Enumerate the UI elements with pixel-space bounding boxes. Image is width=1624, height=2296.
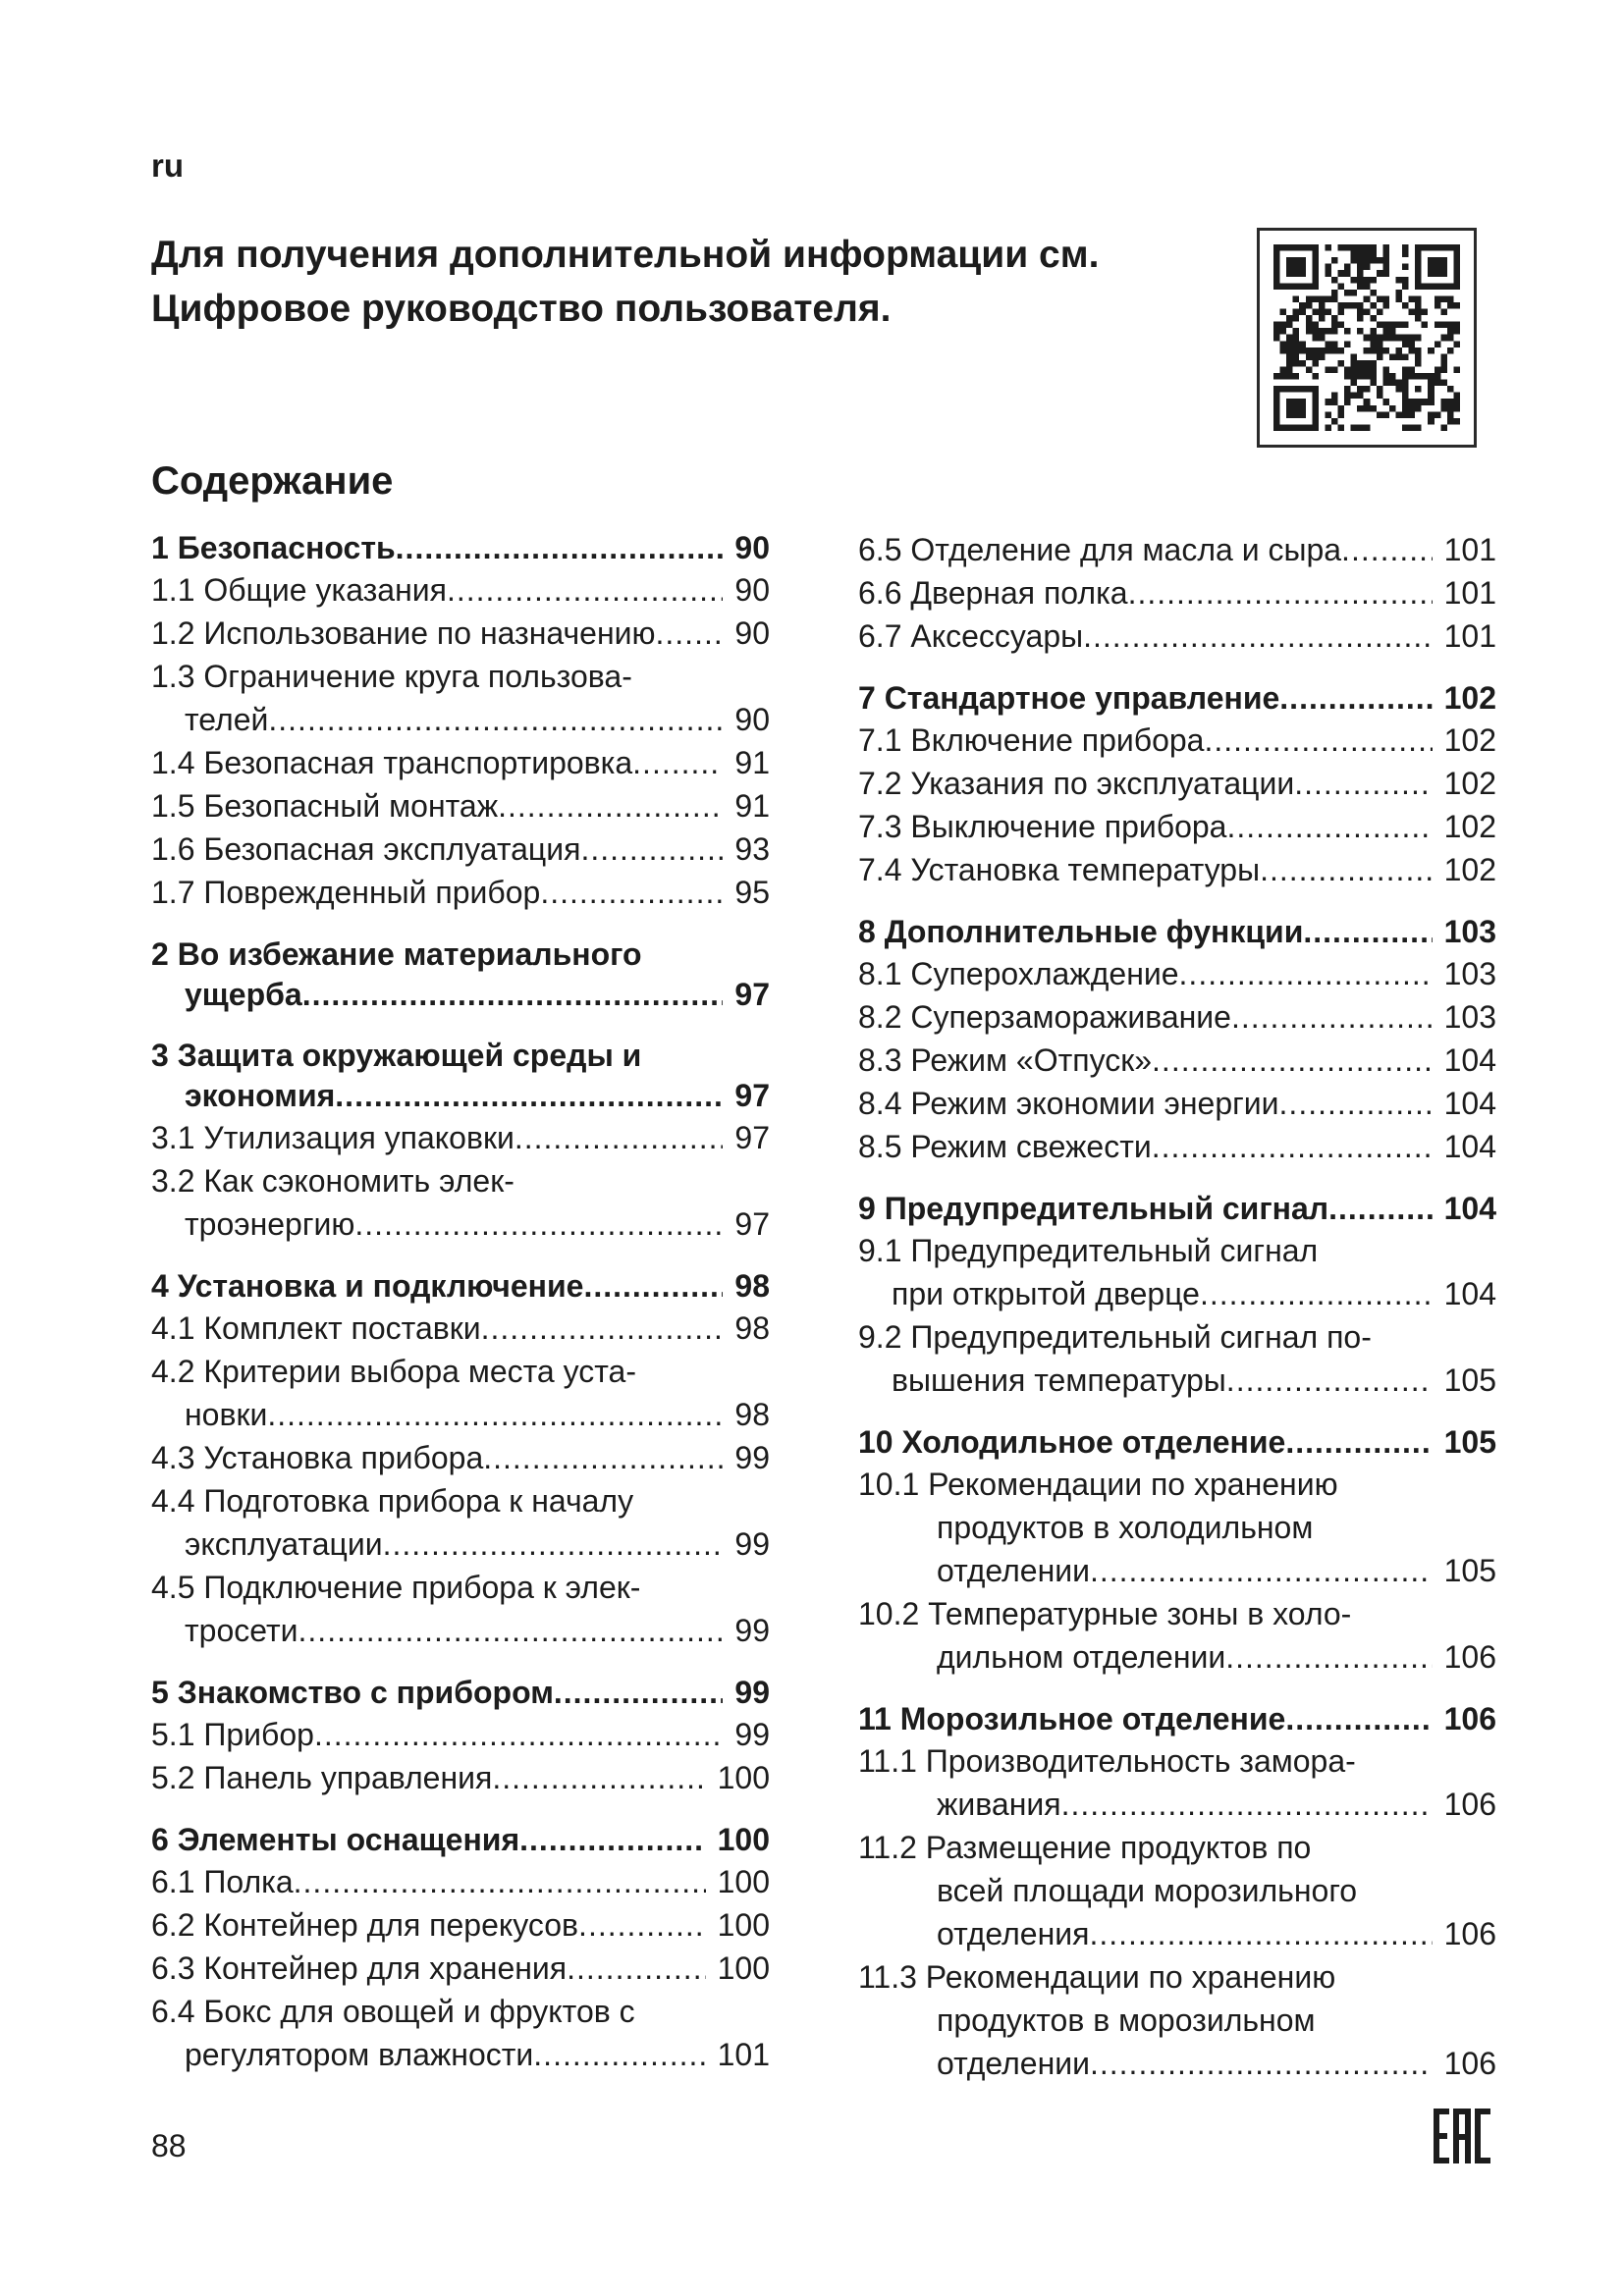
toc-entry-text: 1.3 Ограничение круга пользова- [151, 659, 632, 694]
intro-text [151, 228, 1212, 336]
toc-entry-line [151, 1202, 770, 1246]
dot-leader [447, 568, 723, 612]
toc-entry-page: 95 [734, 875, 770, 910]
toc-heading-line [151, 528, 770, 568]
dot-leader [1083, 614, 1433, 658]
toc-entry-text-cont: продуктов в морозильном [937, 2002, 1316, 2038]
dot-leader [1226, 805, 1432, 848]
toc-entry [151, 828, 770, 871]
toc-heading-text: 9 Предупредительный сигнал [858, 1191, 1329, 1226]
toc-entry-page: 100 [717, 1864, 770, 1899]
toc-entry [858, 1955, 1496, 2085]
toc-entry-line [151, 1116, 770, 1159]
toc-entry-line [858, 952, 1496, 995]
dot-leader [632, 741, 723, 784]
toc-entry-line [858, 762, 1496, 805]
toc-entry-line [151, 1947, 770, 1990]
toc-entry-text: 1.7 Поврежденный прибор [151, 875, 541, 910]
toc-heading-text: 11 Морозильное отделение [858, 1701, 1286, 1736]
toc-entry [858, 1592, 1496, 1679]
toc-entry [858, 1125, 1496, 1168]
toc-entry-line [151, 1756, 770, 1799]
toc-entry-text: 7.3 Выключение прибора [858, 809, 1227, 844]
toc-heading-page: 103 [1443, 914, 1496, 949]
toc-entry-page: 90 [734, 702, 770, 737]
toc-left-column [151, 528, 770, 2097]
toc-section [151, 1820, 770, 2076]
dot-leader [1341, 528, 1433, 571]
toc-entry [151, 655, 770, 741]
toc-entry-page: 104 [1443, 1086, 1496, 1121]
toc-entry-text: 1.4 Безопасная транспортировка [151, 745, 633, 780]
toc-entry-text: 1.2 Использование по назначению [151, 615, 656, 651]
dot-leader [1279, 1082, 1433, 1125]
toc-entry-text: 9.2 Предупредительный сигнал по- [858, 1319, 1372, 1355]
toc-section [151, 1266, 770, 1652]
intro-line-1: Для получения дополнительной информации см. [151, 234, 1100, 276]
toc-entry-text: при открытой дверце [892, 1276, 1200, 1311]
toc-entry-line [151, 784, 770, 828]
dot-leader [1285, 1422, 1432, 1463]
toc-entry-text: 5.1 Прибор [151, 1717, 314, 1752]
toc-entry-line [151, 612, 770, 655]
dot-leader [1303, 912, 1432, 952]
toc-entry-text: 9.1 Предупредительный сигнал [858, 1233, 1319, 1268]
toc-title: Содержание [151, 459, 394, 503]
toc-entry-line [151, 1436, 770, 1479]
dot-leader [578, 1903, 706, 1947]
toc-entry-text: 11.2 Размещение продуктов по [858, 1830, 1312, 1865]
toc-entry-line [151, 828, 770, 871]
toc-entry-text: дильном отделении [937, 1639, 1226, 1675]
toc-entry-line [858, 528, 1496, 571]
toc-entry [858, 1826, 1496, 1955]
dot-leader [1226, 1359, 1433, 1402]
toc-entry-text: 1.6 Безопасная эксплуатация [151, 831, 581, 867]
toc-entry [858, 1463, 1496, 1592]
dot-leader [396, 528, 724, 568]
toc-entry [151, 741, 770, 784]
toc-entry-text: 4.5 Подключение прибора к элек- [151, 1570, 641, 1605]
toc-entry-page: 106 [1443, 1787, 1496, 1822]
toc-entry-line [858, 1783, 1496, 1826]
toc-entry [151, 1947, 770, 1990]
dot-leader [314, 1713, 723, 1756]
toc-heading-text: экономия [185, 1078, 336, 1113]
toc-section-heading [858, 1189, 1496, 1229]
toc-section [858, 1699, 1496, 2085]
dot-leader [1089, 1912, 1432, 1955]
toc-heading-text: 2 Во избежание материального [151, 936, 642, 972]
toc-heading-page: 99 [734, 1675, 770, 1710]
toc-heading-page: 97 [734, 1078, 770, 1113]
toc-entry [151, 1756, 770, 1799]
toc-heading-page: 98 [734, 1268, 770, 1304]
toc-entry-line [858, 614, 1496, 658]
toc-entry-text: 6.2 Контейнер для перекусов [151, 1907, 579, 1943]
toc-entry-page: 105 [1443, 1553, 1496, 1588]
toc-entry-text: 8.5 Режим свежести [858, 1129, 1152, 1164]
toc-entry [858, 1229, 1496, 1315]
toc-entry-page: 100 [717, 1760, 770, 1795]
toc-entry [858, 848, 1496, 891]
toc-heading-line [151, 975, 770, 1015]
toc-entry-text: отделении [937, 1553, 1090, 1588]
toc-entry-text: тросети [185, 1613, 298, 1648]
toc-entry-line [151, 2033, 770, 2076]
toc-section-heading [858, 1699, 1496, 1739]
toc-heading-text: 7 Стандартное управление [858, 680, 1280, 716]
toc-entry-page: 102 [1443, 722, 1496, 758]
toc-entry-page: 98 [734, 1310, 770, 1346]
toc-heading-page: 104 [1443, 1191, 1496, 1226]
toc-entry-line [858, 1039, 1496, 1082]
toc-entry-text: живания [937, 1787, 1061, 1822]
toc-entry-page: 105 [1443, 1362, 1496, 1398]
toc-entry-text: 10.1 Рекомендации по хранению [858, 1467, 1338, 1502]
toc-entry [858, 952, 1496, 995]
toc-entry-line [151, 1307, 770, 1350]
toc-entry-page: 101 [1443, 618, 1496, 654]
toc-entry-line [151, 1609, 770, 1652]
toc-entry-line [858, 1912, 1496, 1955]
toc-entry-line [151, 1860, 770, 1903]
toc-heading-page: 106 [1443, 1701, 1496, 1736]
toc-section-heading [151, 1820, 770, 1860]
language-code: ru [151, 147, 184, 184]
dot-leader [583, 1266, 723, 1307]
toc-entry-page: 99 [734, 1717, 770, 1752]
toc-entry-page: 103 [1443, 999, 1496, 1035]
toc-entry-text: 8.1 Суперохлаждение [858, 956, 1179, 991]
toc-entry [858, 614, 1496, 658]
toc-entry [151, 1713, 770, 1756]
toc-entry-page: 102 [1443, 766, 1496, 801]
toc-entry-text: отделении [937, 2046, 1090, 2081]
dot-leader [298, 1609, 724, 1652]
toc-section [858, 528, 1496, 658]
toc-entry-text: 3.2 Как сэкономить элек- [151, 1163, 514, 1199]
qr-code-graphic [1273, 244, 1460, 431]
dot-leader [1128, 571, 1433, 614]
toc-entry-text: новки [185, 1397, 268, 1432]
toc-section [858, 1422, 1496, 1679]
toc-entry-text: 10.2 Температурные зоны в холо- [858, 1596, 1352, 1631]
dot-leader [1294, 762, 1432, 805]
toc-section-heading [858, 1422, 1496, 1463]
toc-entry-line [151, 698, 770, 741]
toc-entry [858, 571, 1496, 614]
dot-leader [1090, 1549, 1433, 1592]
toc-entry-text: 1.5 Безопасный монтаж [151, 788, 499, 824]
dot-leader [540, 871, 723, 914]
toc-entry [858, 1739, 1496, 1826]
dot-leader [383, 1522, 724, 1566]
toc-entry-text: 4.4 Подготовка прибора к началу [151, 1483, 634, 1519]
dot-leader [1260, 848, 1433, 891]
dot-leader [656, 612, 724, 655]
toc-entry-line [858, 1359, 1496, 1402]
toc-entry-page: 100 [717, 1950, 770, 1986]
toc-heading-text: 10 Холодильное отделение [858, 1424, 1286, 1460]
toc-heading-text: 6 Элементы оснащения [151, 1822, 520, 1857]
toc-entry-text: 3.1 Утилизация упаковки [151, 1120, 514, 1155]
toc-entry-page: 90 [734, 615, 770, 651]
toc-section-heading [858, 912, 1496, 952]
toc-entry-line [858, 2042, 1496, 2085]
toc-entry-text: 4.1 Комплект поставки [151, 1310, 481, 1346]
toc-entry [151, 1116, 770, 1159]
toc-entry-text: телей [185, 702, 269, 737]
toc-entry-text: 1.1 Общие указания [151, 572, 447, 608]
toc-entry-line [858, 571, 1496, 614]
toc-entry-page: 103 [1443, 956, 1496, 991]
toc-entry-page: 99 [734, 1613, 770, 1648]
dot-leader [554, 1673, 724, 1713]
toc-heading-line [858, 1422, 1496, 1463]
dot-leader [514, 1116, 724, 1159]
toc-entry-line [151, 1903, 770, 1947]
toc-heading-line [858, 912, 1496, 952]
toc-entry-page: 104 [1443, 1042, 1496, 1078]
toc-section-heading [151, 528, 770, 568]
toc-entry-page: 101 [717, 2037, 770, 2072]
toc-entry-page: 100 [717, 1907, 770, 1943]
toc-entry-line [858, 1549, 1496, 1592]
dot-leader [1200, 1272, 1433, 1315]
dot-leader [481, 1307, 724, 1350]
toc-heading-text: 1 Безопасность [151, 530, 396, 565]
toc-entry-line [858, 1635, 1496, 1679]
toc-entry [151, 1159, 770, 1246]
toc-entry-page: 106 [1443, 1916, 1496, 1951]
toc-entry-page: 93 [734, 831, 770, 867]
toc-heading-page: 105 [1443, 1424, 1496, 1460]
intro-line-2: Цифровое руководство пользователя. [151, 288, 892, 330]
toc-entry-line [151, 568, 770, 612]
toc-entry-text: вышения температуры [892, 1362, 1226, 1398]
toc-entry-line [858, 848, 1496, 891]
toc-heading-line [151, 1820, 770, 1860]
toc-entry-page: 91 [734, 745, 770, 780]
toc-entry-text: эксплуатации [185, 1526, 383, 1562]
toc-entry [151, 612, 770, 655]
toc-heading-page: 100 [717, 1822, 770, 1857]
toc-heading-line [858, 1699, 1496, 1739]
toc-entry [151, 784, 770, 828]
toc-entry-text: регулятором влажности [185, 2037, 534, 2072]
toc-entry-line [151, 1713, 770, 1756]
dot-leader [1225, 1635, 1432, 1679]
qr-code-icon [1257, 228, 1477, 448]
toc-entry-page: 91 [734, 788, 770, 824]
toc-heading-page: 102 [1443, 680, 1496, 716]
toc-entry-text: 11.3 Рекомендации по хранению [858, 1959, 1336, 1995]
toc-heading-text: 5 Знакомство с прибором [151, 1675, 554, 1710]
toc-section [858, 1189, 1496, 1402]
toc-entry [858, 995, 1496, 1039]
toc-entry-text: 7.2 Указания по эксплуатации [858, 766, 1295, 801]
toc-heading-page: 90 [734, 530, 770, 565]
toc-section-heading [858, 678, 1496, 719]
toc-entry-page: 102 [1443, 809, 1496, 844]
toc-entry-line [151, 871, 770, 914]
toc-entry [151, 1990, 770, 2076]
toc-right-column [858, 528, 1496, 2106]
toc-entry [151, 1479, 770, 1566]
toc-entry-line [858, 995, 1496, 1039]
toc-heading-page: 97 [734, 977, 770, 1012]
toc-entry [151, 1436, 770, 1479]
toc-entry-text-cont: всей площади морозильного [937, 1873, 1358, 1908]
toc-heading-text: 3 Защита окружающей среды и [151, 1038, 642, 1073]
toc-entry [151, 1566, 770, 1652]
toc-section [151, 528, 770, 914]
dot-leader [1090, 2042, 1433, 2085]
toc-entry-page: 99 [734, 1526, 770, 1562]
toc-entry-line [151, 1522, 770, 1566]
toc-entry-text: 4.3 Установка прибора [151, 1440, 484, 1475]
toc-entry-text: 7.4 Установка температуры [858, 852, 1261, 887]
toc-entry [151, 1860, 770, 1903]
toc-entry-page: 101 [1443, 532, 1496, 567]
toc-section [151, 1673, 770, 1799]
toc-entry-text: 4.2 Критерии выбора места уста- [151, 1354, 636, 1389]
toc-section [151, 934, 770, 1015]
toc-entry-text: отделения [937, 1916, 1090, 1951]
dot-leader [483, 1436, 723, 1479]
toc-entry-page: 104 [1443, 1276, 1496, 1311]
dot-leader [567, 1947, 706, 1990]
toc-entry-page: 101 [1443, 575, 1496, 611]
toc-entry [151, 1903, 770, 1947]
dot-leader [1279, 678, 1432, 719]
toc-heading-text: 4 Установка и подключение [151, 1268, 584, 1304]
toc-entry-text: 6.4 Бокс для овощей и фруктов с [151, 1994, 635, 2029]
toc-entry-line [151, 1393, 770, 1436]
toc-heading-line [858, 1189, 1496, 1229]
toc-entry [858, 719, 1496, 762]
toc-section [858, 912, 1496, 1168]
toc-entry-line [858, 719, 1496, 762]
page-number: 88 [151, 2128, 187, 2163]
toc-entry-text: 6.3 Контейнер для хранения [151, 1950, 568, 1986]
toc-entry-line [858, 1272, 1496, 1315]
dot-leader [1152, 1125, 1433, 1168]
dot-leader [492, 1756, 705, 1799]
dot-leader [268, 698, 723, 741]
toc-heading-line [151, 1076, 770, 1116]
toc-heading-text: 8 Дополнительные функции [858, 914, 1304, 949]
toc-entry-text: 6.5 Отделение для масла и сыра [858, 532, 1342, 567]
toc-entry-page: 97 [734, 1206, 770, 1242]
toc-entry [858, 528, 1496, 571]
toc-entry [858, 1315, 1496, 1402]
toc-entry-text: 8.2 Суперзамораживание [858, 999, 1231, 1035]
toc-entry-page: 106 [1443, 1639, 1496, 1675]
toc-entry-page: 102 [1443, 852, 1496, 887]
toc-entry [858, 762, 1496, 805]
toc-entry-text: 5.2 Панель управления [151, 1760, 493, 1795]
dot-leader [580, 828, 723, 871]
toc-entry-text: троэнергию [185, 1206, 355, 1242]
dot-leader [1179, 952, 1433, 995]
toc-entry [151, 568, 770, 612]
dot-leader [533, 2033, 705, 2076]
dot-leader [519, 1820, 705, 1860]
toc-entry-line [151, 741, 770, 784]
toc-entry [858, 1039, 1496, 1082]
toc-heading-line [151, 1266, 770, 1307]
toc-heading-text: ущерба [185, 977, 302, 1012]
toc-entry-line [858, 805, 1496, 848]
dot-leader [294, 1860, 706, 1903]
toc-entry-text: 7.1 Включение прибора [858, 722, 1205, 758]
toc-entry [858, 805, 1496, 848]
toc-entry-line [858, 1082, 1496, 1125]
dot-leader [1204, 719, 1432, 762]
toc-heading-line [858, 678, 1496, 719]
dot-leader [1061, 1783, 1433, 1826]
toc-section-heading [151, 1036, 770, 1116]
toc-entry [858, 1082, 1496, 1125]
toc-entry-text: 6.7 Аксессуары [858, 618, 1084, 654]
toc-entry-text: 8.3 Режим «Отпуск» [858, 1042, 1153, 1078]
toc-entry-text: 11.1 Производительность замора- [858, 1743, 1356, 1779]
toc-entry-page: 97 [734, 1120, 770, 1155]
toc-entry-page: 98 [734, 1397, 770, 1432]
toc-entry [151, 1350, 770, 1436]
toc-section-heading [151, 1266, 770, 1307]
dot-leader [354, 1202, 723, 1246]
toc-entry [151, 871, 770, 914]
toc-section [858, 678, 1496, 891]
dot-leader [302, 975, 724, 1015]
toc-entry-page: 104 [1443, 1129, 1496, 1164]
toc-entry-page: 106 [1443, 2046, 1496, 2081]
dot-leader [1231, 995, 1433, 1039]
toc-section-heading [151, 934, 770, 1015]
toc-heading-line [151, 1673, 770, 1713]
toc-entry [151, 1307, 770, 1350]
dot-leader [1328, 1189, 1432, 1229]
eac-mark-icon [1434, 2109, 1490, 2163]
toc-entry-page: 99 [734, 1440, 770, 1475]
toc-entry-text: 6.6 Дверная полка [858, 575, 1128, 611]
dot-leader [335, 1076, 723, 1116]
toc-section [151, 1036, 770, 1246]
toc-entry-text: 6.1 Полка [151, 1864, 294, 1899]
dot-leader [1285, 1699, 1432, 1739]
toc-entry-page: 90 [734, 572, 770, 608]
dot-leader [1152, 1039, 1433, 1082]
dot-leader [267, 1393, 723, 1436]
dot-leader [498, 784, 723, 828]
toc-entry-line [858, 1125, 1496, 1168]
toc-section-heading [151, 1673, 770, 1713]
toc-entry-text: 8.4 Режим экономии энергии [858, 1086, 1279, 1121]
toc-entry-text-cont: продуктов в холодильном [937, 1510, 1314, 1545]
